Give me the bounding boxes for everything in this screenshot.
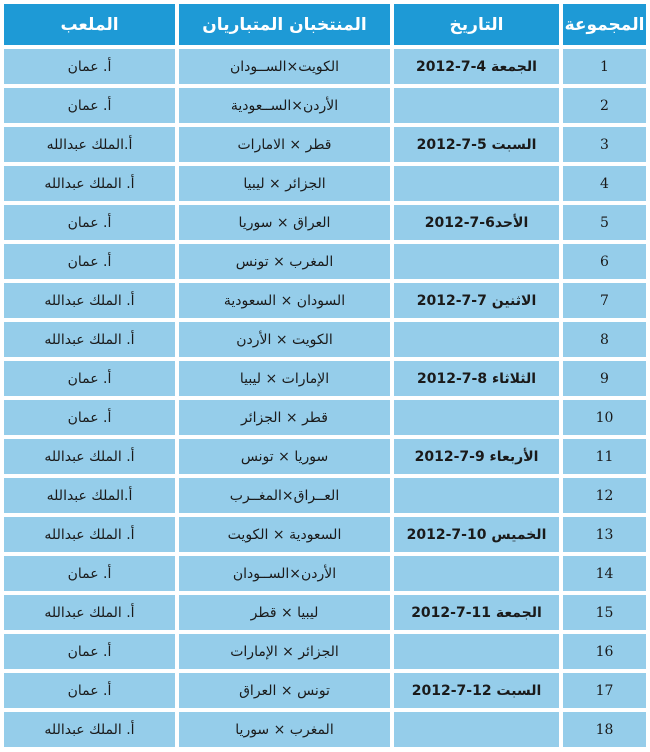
cell-date: الأربعاء 9-7-2012	[394, 439, 559, 474]
cell-teams: السودان × السعودية	[179, 283, 390, 318]
cell-venue: أ.الملك عبدالله	[4, 478, 175, 513]
cell-num: 13	[563, 517, 646, 552]
cell-teams: السعودية × الكويت	[179, 517, 390, 552]
cell-venue: أ. عمان	[4, 244, 175, 279]
cell-num: 4	[563, 166, 646, 201]
cell-date	[394, 478, 559, 513]
cell-date	[394, 322, 559, 357]
cell-teams: المغرب × سوريا	[179, 712, 390, 747]
cell-teams: الجزائر × ليبيا	[179, 166, 390, 201]
cell-num: 8	[563, 322, 646, 357]
cell-num: 15	[563, 595, 646, 630]
cell-teams: قطر × الامارات	[179, 127, 390, 162]
cell-num: 6	[563, 244, 646, 279]
cell-venue: أ. الملك عبدالله	[4, 322, 175, 357]
cell-teams: سوريا × تونس	[179, 439, 390, 474]
cell-venue: أ. عمان	[4, 361, 175, 396]
header-venue: الملعب	[4, 4, 175, 45]
cell-venue: أ. عمان	[4, 205, 175, 240]
cell-date	[394, 166, 559, 201]
cell-venue: أ.الملك عبدالله	[4, 127, 175, 162]
cell-venue: أ. الملك عبدالله	[4, 517, 175, 552]
cell-date: الاثنين 7-7-2012	[394, 283, 559, 318]
cell-date: الثلاثاء 8-7-2012	[394, 361, 559, 396]
cell-date: الأحد6-7-2012	[394, 205, 559, 240]
cell-teams: الكويت × الأردن	[179, 322, 390, 357]
cell-venue: أ. عمان	[4, 634, 175, 669]
cell-num: 3	[563, 127, 646, 162]
cell-date	[394, 400, 559, 435]
cell-num: 18	[563, 712, 646, 747]
cell-teams: العــراق×المغــرب	[179, 478, 390, 513]
header-group: المجموعة	[563, 4, 646, 45]
cell-date: الخميس 10-7-2012	[394, 517, 559, 552]
cell-num: 16	[563, 634, 646, 669]
cell-date	[394, 88, 559, 123]
cell-num: 9	[563, 361, 646, 396]
cell-num: 10	[563, 400, 646, 435]
cell-num: 11	[563, 439, 646, 474]
cell-date: السبت 5-7-2012	[394, 127, 559, 162]
cell-venue: أ. عمان	[4, 49, 175, 84]
cell-venue: أ. عمان	[4, 400, 175, 435]
cell-teams: المغرب × تونس	[179, 244, 390, 279]
cell-num: 5	[563, 205, 646, 240]
cell-date: السبت 12-7-2012	[394, 673, 559, 708]
cell-teams: ليبيا × قطر	[179, 595, 390, 630]
cell-date	[394, 712, 559, 747]
cell-teams: قطر × الجزائر	[179, 400, 390, 435]
cell-date	[394, 556, 559, 591]
cell-num: 14	[563, 556, 646, 591]
cell-date	[394, 244, 559, 279]
cell-date: الجمعة 11-7-2012	[394, 595, 559, 630]
cell-num: 1	[563, 49, 646, 84]
cell-num: 12	[563, 478, 646, 513]
cell-teams: الإمارات × ليبيا	[179, 361, 390, 396]
cell-num: 17	[563, 673, 646, 708]
cell-teams: الأردن×الســودان	[179, 556, 390, 591]
cell-venue: أ. الملك عبدالله	[4, 712, 175, 747]
cell-date: الجمعة 4-7-2012	[394, 49, 559, 84]
cell-venue: أ. الملك عبدالله	[4, 283, 175, 318]
cell-num: 7	[563, 283, 646, 318]
header-teams: المنتخبان المتباريان	[179, 4, 390, 45]
cell-teams: العراق × سوريا	[179, 205, 390, 240]
cell-venue: أ. عمان	[4, 556, 175, 591]
cell-venue: أ. عمان	[4, 673, 175, 708]
cell-teams: الأردن×الســعودية	[179, 88, 390, 123]
cell-venue: أ. الملك عبدالله	[4, 595, 175, 630]
cell-venue: أ. عمان	[4, 88, 175, 123]
cell-num: 2	[563, 88, 646, 123]
cell-teams: الكويت×الســودان	[179, 49, 390, 84]
schedule-table	[4, 4, 646, 748]
header-date: التاريخ	[394, 4, 559, 45]
cell-venue: أ. الملك عبدالله	[4, 439, 175, 474]
cell-teams: تونس × العراق	[179, 673, 390, 708]
cell-date	[394, 634, 559, 669]
cell-venue: أ. الملك عبدالله	[4, 166, 175, 201]
cell-teams: الجزائر × الإمارات	[179, 634, 390, 669]
